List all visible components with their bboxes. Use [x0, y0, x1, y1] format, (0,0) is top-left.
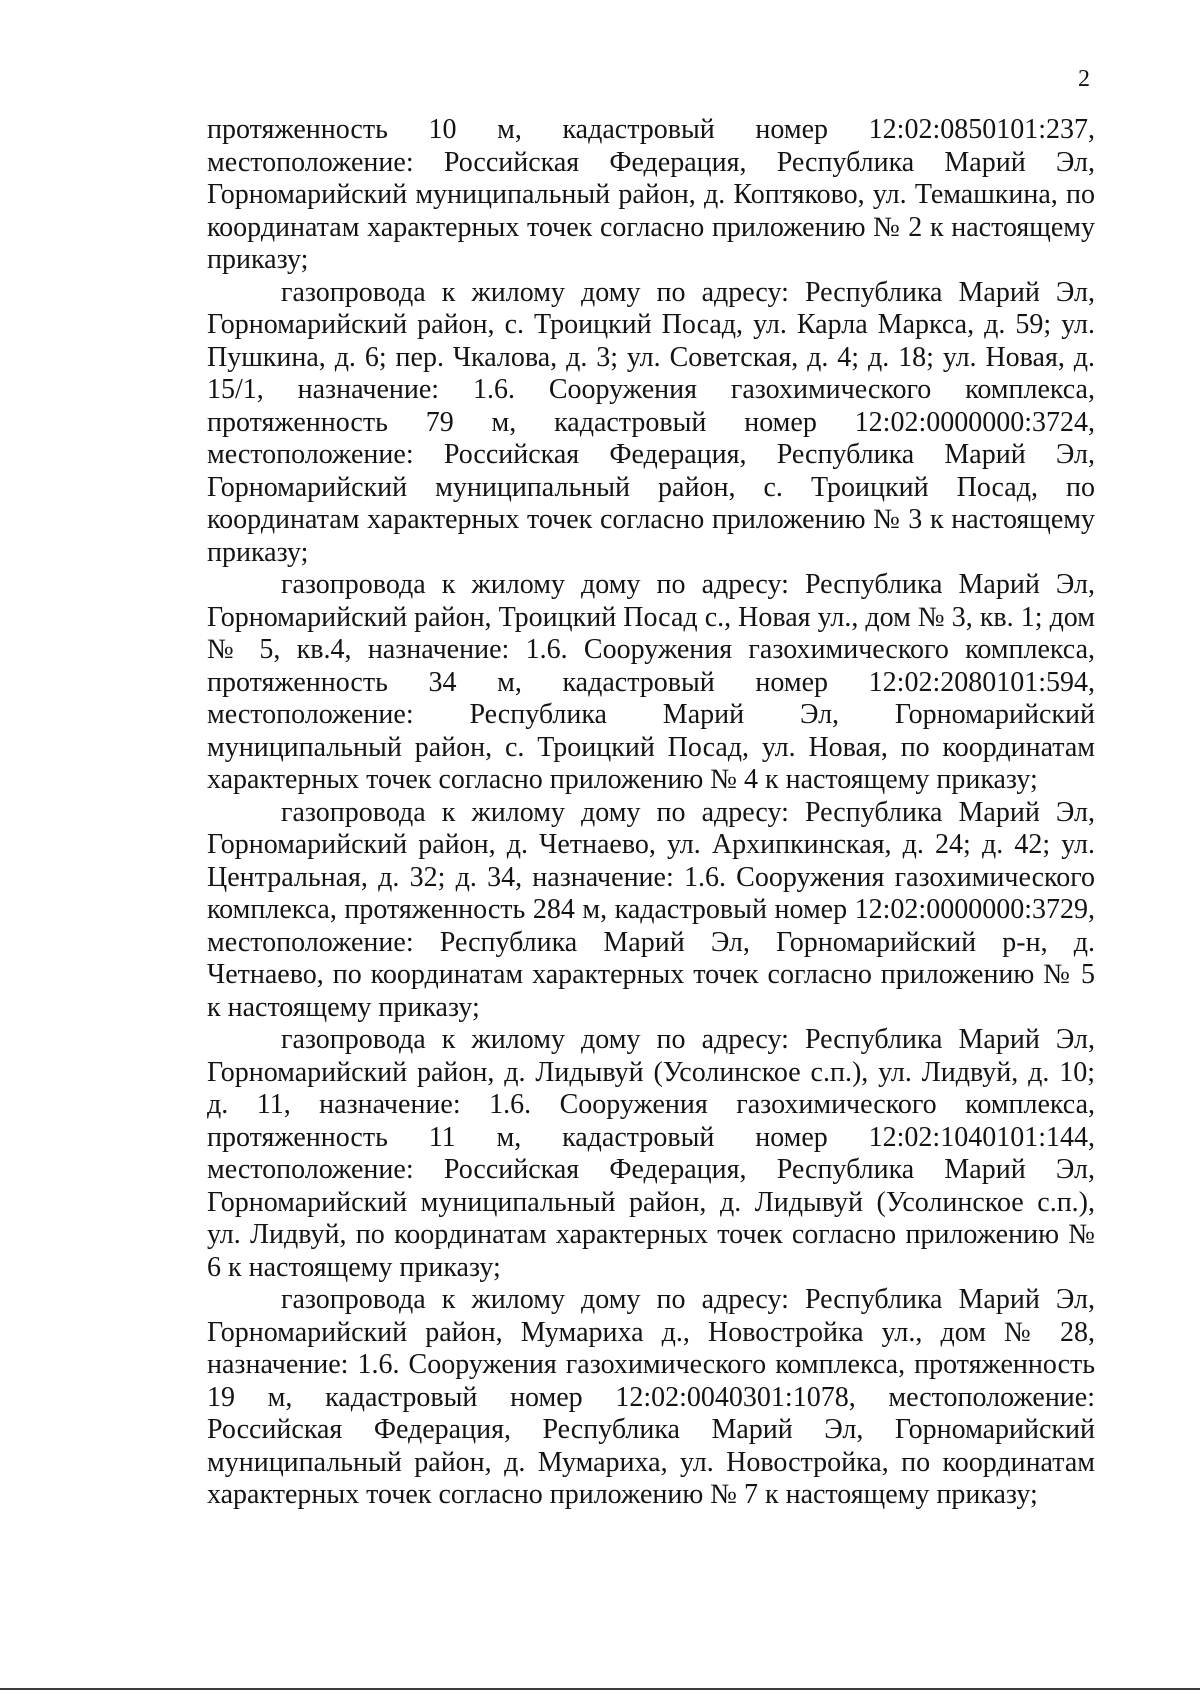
paragraph-gas-pipeline-novaya: газопровода к жилому дому по адресу: Республика Марий Эл, Горномарийский район, Троицкий Посад с., Новая ул., дом № 3, кв. 1; дом № 5, кв.4, назначение: 1.6. Сооружения газохимического комплекса, протяженность 34 м, кадастровый номер 12:02:2080101:594, местоположение: Республика Марий Эл, Горномарийский муниципальный район, с. Троицкий Посад, ул. Новая, по координатам характерных точек согласно приложению № 4 к настоящему приказу;	[207, 569, 1095, 795]
paragraph-continuation: протяженность 10 м, кадастровый номер 12:02:0850101:237, местоположение: Российская Федерация, Республика Марий Эл, Горномарийский муниципальный район, д. Коптяково, ул. Темашкина, по координатам характерных точек согласно приложению № 2 к настоящему приказу;	[207, 114, 1095, 275]
scan-bottom-edge	[0, 1688, 1200, 1690]
paragraph-gas-pipeline-troitsky-posad: газопровода к жилому дому по адресу: Республика Марий Эл, Горномарийский район, с. Троицкий Посад, ул. Карла Маркса, д. 59; ул. Пушкина, д. 6; пер. Чкалова, д. 3; ул. Советская, д. 4; д. 18; ул. Новая, д. 15/1, назначение: 1.6. Сооружения газохимического комплекса, протяженность 79 м, кадастровый номер 12:02:0000000:3724, местоположение: Российская Федерация, Республика Марий Эл, Горномарийский муниципальный район, с. Троицкий Посад, по координатам характерных точек согласно приложению № 3 к настоящему приказу;	[207, 276, 1095, 568]
page-number: 2	[1078, 66, 1090, 92]
paragraph-gas-pipeline-chetnaevo: газопровода к жилому дому по адресу: Республика Марий Эл, Горномарийский район, д. Четнаево, ул. Архипкинская, д. 24; д. 42; ул. Центральная, д. 32; д. 34, назначение: 1.6. Сооружения газохимического комплекса, протяженность 284 м, кадастровый номер 12:02:0000000:3729, местоположение: Республика Марий Эл, Горномарийский р-н, д. Четнаево, по координатам характерных точек согласно приложению № 5 к настоящему приказу;	[207, 796, 1095, 1023]
document-body	[207, 114, 1095, 1512]
paragraph-gas-pipeline-lidyvuy: газопровода к жилому дому по адресу: Республика Марий Эл, Горномарийский район, д. Лидывуй (Усолинское с.п.), ул. Лидвуй, д. 10; д. 11, назначение: 1.6. Сооружения газохимического комплекса, протяженность 11 м, кадастровый номер 12:02:1040101:144, местоположение: Российская Федерация, Республика Марий Эл, Горномарийский муниципальный район, д. Лидывуй (Усолинское с.п.), ул. Лидвуй, по координатам характерных точек согласно приложению № 6 к настоящему приказу;	[207, 1024, 1095, 1283]
paragraph-gas-pipeline-mumarikha: газопровода к жилому дому по адресу: Республика Марий Эл, Горномарийский район, Мумариха д., Новостройка ул., дом № 28, назначение: 1.6. Сооружения газохимического комплекса, протяженность 19 м, кадастровый номер 12:02:0040301:1078, местоположение: Российская Федерация, Республика Марий Эл, Горномарийский муниципальный район, д. Мумариха, ул. Новостройка, по координатам характерных точек согласно приложению № 7 к настоящему приказу;	[207, 1284, 1095, 1510]
